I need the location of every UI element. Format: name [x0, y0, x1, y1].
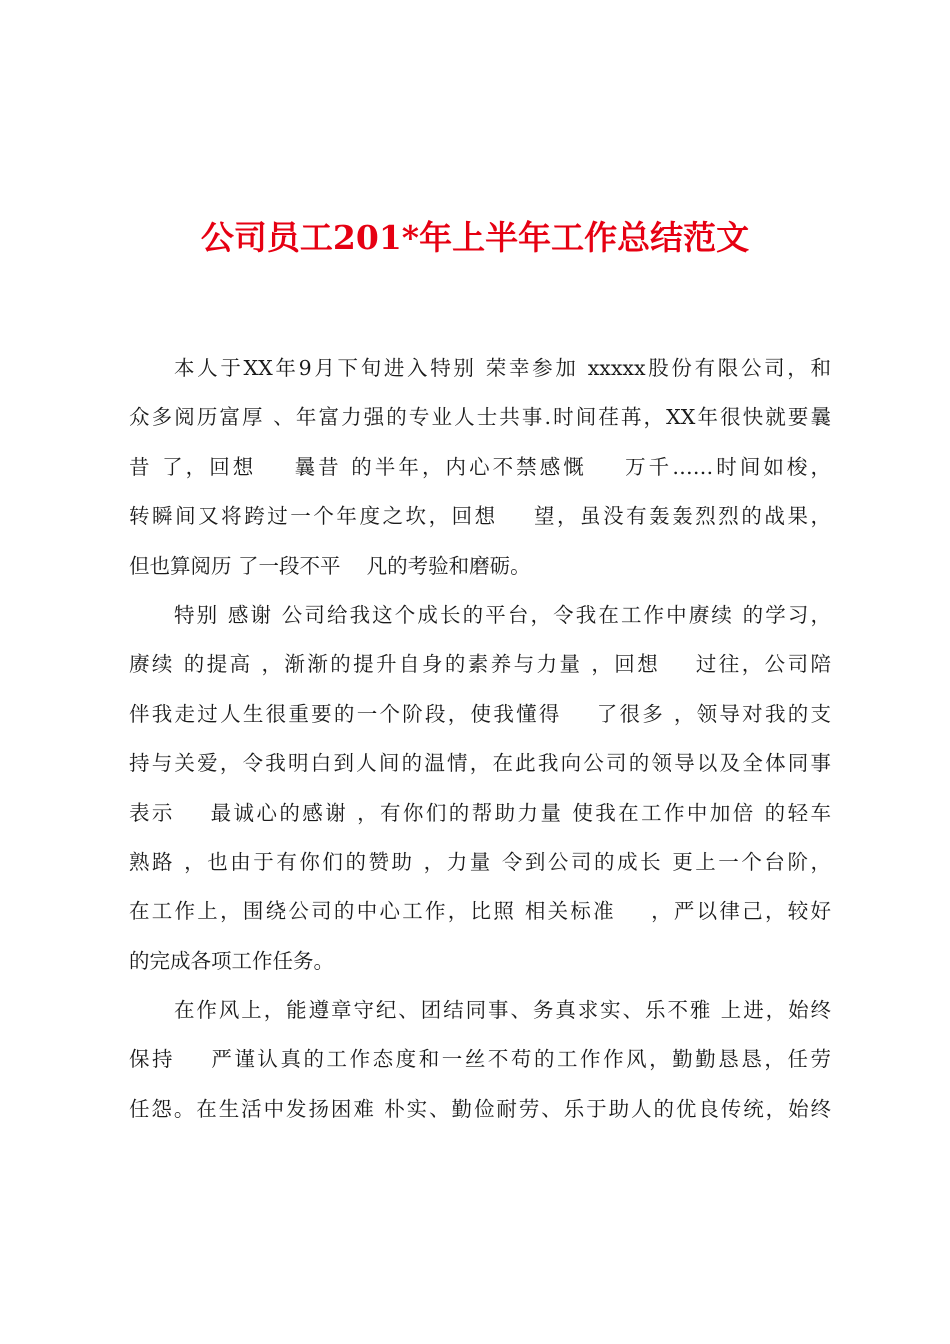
- text-line: 众多阅历富厚 、年富力强的专业人士共事.时间荏苒，XX年很快就要曩: [129, 405, 831, 430]
- text-line: 伴我走过人生很重要的一个阶段，使我懂得 了很多 ，领导对我的支: [129, 701, 831, 726]
- text-line: 赓续 的提高 ，渐渐的提升自身的素养与力量 ，回想 过往，公司陪: [129, 652, 831, 677]
- text-line: 持与关爱，令我明白到人间的温情，在此我向公司的领导以及全体同事: [129, 751, 831, 776]
- paragraph: [129, 591, 831, 986]
- paragraph: [129, 986, 831, 1134]
- text-line: 熟路 ，也由于有你们的赞助 ，力量 令到公司的成长 更上一个台阶，: [129, 849, 831, 874]
- document-title: 公司员工201*年上半年工作总结范文: [200, 218, 750, 257]
- text-line: 表示 最诚心的感谢 ，有你们的帮助力量 使我在工作中加倍 的轻车: [129, 800, 831, 825]
- text-line: 在作风上，能遵章守纪、团结同事、务真求实、乐不雅 上进，始终: [174, 998, 831, 1023]
- text-line: 转瞬间又将跨过一个年度之坎，回想 望，虽没有轰轰烈烈的战果，: [129, 504, 831, 529]
- text-line: 本人于XX年9月下旬进入特别 荣幸参加 xxxxx股份有限公司，和: [174, 356, 831, 380]
- text-line: 任怨。在生活中发扬困难 朴实、勤俭耐劳、乐于助人的优良传统，始终: [129, 1096, 831, 1121]
- document-body: [129, 344, 831, 1134]
- text-line: 保持 严谨认真的工作态度和一丝不苟的工作作风，勤勤恳恳，任劳: [129, 1047, 831, 1072]
- text-line: 在工作上，围绕公司的中心工作，比照 相关标准 ，严以律己，较好: [129, 899, 831, 924]
- text-line: 昔 了，回想 曩昔 的半年，内心不禁感慨 万千……时间如梭，: [129, 454, 831, 479]
- text-line: 但也算阅历 了一段不平 凡的考验和磨砺。: [129, 553, 531, 578]
- text-line: 特别 感谢 公司给我这个成长的平台，令我在工作中赓续 的学习，: [174, 602, 831, 627]
- text-line: 的完成各项工作任务。: [129, 948, 334, 973]
- paragraph: [129, 344, 831, 591]
